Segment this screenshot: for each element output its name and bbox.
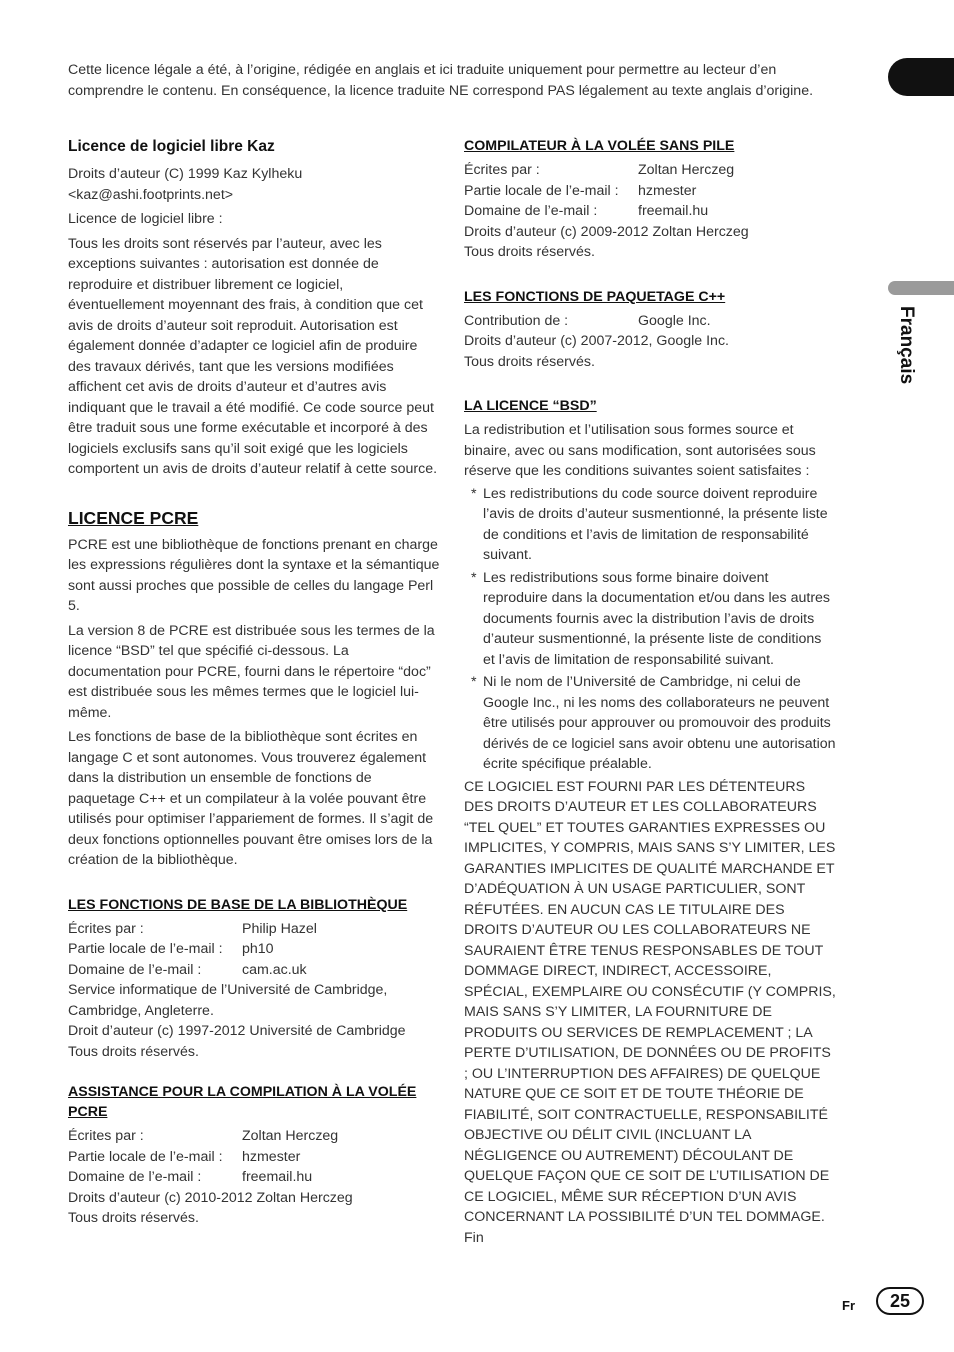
list-item xyxy=(464,484,836,566)
language-tab-label: Français xyxy=(896,306,917,385)
info-value: freemail.hu xyxy=(242,1169,313,1185)
info-key: Écrites par : xyxy=(464,162,540,178)
jit-support-title: ASSISTANCE POUR LA COMPILATION À LA VOLÉE PCRE xyxy=(68,1084,417,1120)
bullet-star: * xyxy=(471,674,477,690)
bsd-intro: La redistribution et l’utilisation sous formes source et binaire, avec ou sans modification, sont autorisées sous réserve que les conditions suivantes soient satisfaites : xyxy=(464,422,816,479)
base-rights: Tous droits réservés. xyxy=(68,1043,199,1060)
pcre-paragraph-3: Les fonctions de base de la bibliothèque sont écrites en langage C et sont autonomes. Vous trouverez également dans la distribution un ensemble de fonctions de paquetage C++ et un compilateur à la volée pouvant être utilisés pour optimiser l’appariement de formes. Il s’agit de deux fonctions optionnelles pouvant être omises lors de la création de la bibliothèque. xyxy=(68,729,434,868)
info-value: Zoltan Herczeg xyxy=(242,1128,339,1144)
bsd-end: Fin xyxy=(464,1229,484,1246)
base-organization: Service informatique de l’Université de Cambridge, Cambridge, Angleterre. xyxy=(68,982,388,1019)
pcre-title: LICENCE PCRE xyxy=(68,507,199,528)
info-value: hzmester xyxy=(638,182,697,199)
info-value: Google Inc. xyxy=(638,312,711,329)
info-key: Domaine de l’e-mail : xyxy=(68,961,202,978)
stackless-jit-title: COMPILATEUR À LA VOLÉE SANS PILE xyxy=(464,138,735,154)
section-tab-marker xyxy=(888,58,954,96)
kaz-title: Licence de logiciel libre Kaz xyxy=(68,138,275,155)
info-row xyxy=(464,311,836,332)
info-key: Domaine de l’e-mail : xyxy=(464,203,598,219)
info-row xyxy=(464,201,836,222)
intro-paragraph: Cette licence légale a été, à l’origine, rédigée en anglais et ici traduite uniquement pour permettre au lecteur d’en comprendre le contenu. En conséquence, la licence traduite NE correspond PAS légalement au texte anglais d’origine. xyxy=(68,62,814,99)
info-key: Partie locale de l’e-mail : xyxy=(68,1148,223,1165)
bullet-star: * xyxy=(471,569,477,586)
info-key: Domaine de l’e-mail : xyxy=(68,1169,202,1185)
info-value: Philip Hazel xyxy=(242,920,317,937)
cpp-copyright: Droits d’auteur (c) 2007-2012, Google Inc. xyxy=(464,333,729,349)
info-row xyxy=(464,181,836,202)
bsd-license-title: LA LICENCE “BSD” xyxy=(464,398,597,414)
pcre-paragraph-2: La version 8 de PCRE est distribuée sous les termes de la licence “BSD” tel que spécifié ci-dessous. La documentation pour PCRE, fourni dans le répertoire “doc” est distribuée sous les mêmes termes que le logiciel lui-même. xyxy=(68,622,435,721)
info-key: Partie locale de l’e-mail : xyxy=(68,941,223,957)
kaz-section xyxy=(68,138,440,480)
info-value: freemail.hu xyxy=(638,203,709,219)
bsd-conditions-list xyxy=(464,484,836,775)
info-value: Zoltan Herczeg xyxy=(638,162,735,178)
list-item xyxy=(464,568,836,671)
pcre-section xyxy=(68,508,440,871)
pcre-paragraph-1: PCRE est une bibliothèque de fonctions prenant en charge les expressions régulières dont la syntaxe et la sémantique sont aussi proches que possible de celles du langage Perl 5. xyxy=(68,536,440,614)
bsd-license-section xyxy=(464,396,836,1248)
info-value: ph10 xyxy=(242,941,274,957)
kaz-copyright: Droits d’auteur (C) 1999 Kaz Kylheku <kaz@ashi.footprints.net> xyxy=(68,166,303,203)
info-row xyxy=(68,919,440,940)
language-tab-marker xyxy=(888,281,954,295)
base-functions-section xyxy=(68,895,440,1063)
info-row xyxy=(68,1126,440,1147)
kaz-label: Licence de logiciel libre : xyxy=(68,211,223,227)
list-item xyxy=(464,672,836,775)
info-key: Écrites par : xyxy=(68,1128,144,1144)
info-row xyxy=(464,160,836,181)
left-column xyxy=(68,136,440,1229)
stackless-copyright: Droits d’auteur (c) 2009-2012 Zoltan Herczeg xyxy=(464,223,749,240)
info-key: Contribution de : xyxy=(464,312,569,329)
cpp-wrapper-section xyxy=(464,287,836,373)
info-row xyxy=(68,939,440,960)
condition-text: Ni le nom de l’Université de Cambridge, ni celui de Google Inc., ni les noms des collaborateurs ne peuvent être utilisés pour approuver ou promouvoir des produits dérivés de ce logiciel sans avoir obtenu une autorisation écrite spécifique préalable. xyxy=(483,674,836,772)
info-key: Partie locale de l’e-mail : xyxy=(464,182,619,199)
info-key: Écrites par : xyxy=(68,920,144,937)
cpp-rights: Tous droits réservés. xyxy=(464,353,595,370)
jit-support-section xyxy=(68,1082,440,1229)
footer-language-code: Fr xyxy=(842,1298,855,1313)
condition-text: Les redistributions du code source doivent reproduire l’avis de droits d’auteur susmentionné, la présente liste de conditions et l’avis de limitation de responsabilité suivant. xyxy=(483,485,828,563)
base-copyright: Droit d’auteur (c) 1997-2012 Université de Cambridge xyxy=(68,1023,406,1039)
info-row xyxy=(68,960,440,981)
page-number: 25 xyxy=(876,1287,924,1315)
stackless-rights: Tous droits réservés. xyxy=(464,244,595,260)
kaz-body: Tous les droits sont réservés par l’auteur, avec les exceptions suivantes : autorisation est donnée de reproduire et distribuer librement ce logiciel, éventuellement moyennant des frais, à condition que cet avis de droits d’auteur soit reproduit. Autorisation est également donnée d’adapter ce logiciel afin de produire des travaux dérivés, tant que les versions modifiées affichent cet avis de droits d’auteur et d’autres avis indiquant que le travail a été modifié. Ce code source peut être traduit sous une forme exécutable et incorporé à des logiciels exclusifs sans qu’il soit exigé que les logiciels comportent un avis de droits d’auteur relatif à cette source. xyxy=(68,235,438,477)
base-functions-title: LES FONCTIONS DE BASE DE LA BIBLIOTHÈQUE xyxy=(68,896,408,913)
info-row xyxy=(68,1147,440,1168)
bsd-disclaimer: CE LOGICIEL EST FOURNI PAR LES DÉTENTEURS DES DROITS D’AUTEUR ET LES COLLABORATEURS “TEL QUEL” ET TOUTES GARANTIES EXPRESSES OU IMPLICITES, Y COMPRIS, MAIS SANS S’Y LIMITER, LES GARANTIES IMPLICITES DE QUALITÉ MARCHANDE ET D’ADÉQUATION À UN USAGE PARTICULIER, SONT RÉFUTÉES. EN AUCUN CAS LE TITULAIRE DES DROITS D’AUTEUR OU LES COLLABORATEURS NE SAURAIENT ÊTRE TENUS RESPONSABLES DE TOUT DOMMAGE DIRECT, INDIRECT, ACCESSOIRE, SPÉCIAL, EXEMPLAIRE OU CONSÉCUTIF (Y COMPRIS, MAIS SANS S’Y LIMITER, LA FOURNITURE DE PRODUITS OU SERVICES DE REMPLACEMENT ; LA PERTE D’UTILISATION, DE DONNÉES OU DE PROFITS ; OU L’INTERRUPTION DES AFFAIRES) DE QUELQUE NATURE QUE CE SOIT ET DE TOUTE THÉORIE DE FIABILITÉ, SOIT CONTRACTUELLE, RESPONSABILITÉ OBJECTIVE OU DÉLIT CIVIL (INCLUANT LA NÉGLIGENCE OU AUTREMENT) DÉCOULANT DE QUELQUE FAÇON QUE CE SOIT DE L’UTILISATION DE CE LOGICIEL, MÊME SUR RÉCEPTION D’UN AVIS CONCERNANT LA POSSIBILITÉ D’UN TEL DOMMAGE. xyxy=(464,778,836,1225)
jit-rights: Tous droits réservés. xyxy=(68,1210,199,1226)
stackless-jit-section xyxy=(464,136,836,263)
jit-copyright: Droits d’auteur (c) 2010-2012 Zoltan Herczeg xyxy=(68,1189,353,1206)
condition-text: Les redistributions sous forme binaire doivent reproduire dans la documentation et/ou dans les autres documents fournis avec la distribution l’avis de droits d’auteur susmentionné, la présente liste de conditions et l’avis de limitation de responsabilité suivant. xyxy=(483,569,831,668)
info-value: hzmester xyxy=(242,1148,301,1165)
cpp-wrapper-title: LES FONCTIONS DE PAQUETAGE C++ xyxy=(464,288,726,305)
info-row xyxy=(68,1167,440,1188)
right-column xyxy=(464,136,836,1248)
bullet-star: * xyxy=(471,485,477,502)
info-value: cam.ac.uk xyxy=(242,961,307,978)
